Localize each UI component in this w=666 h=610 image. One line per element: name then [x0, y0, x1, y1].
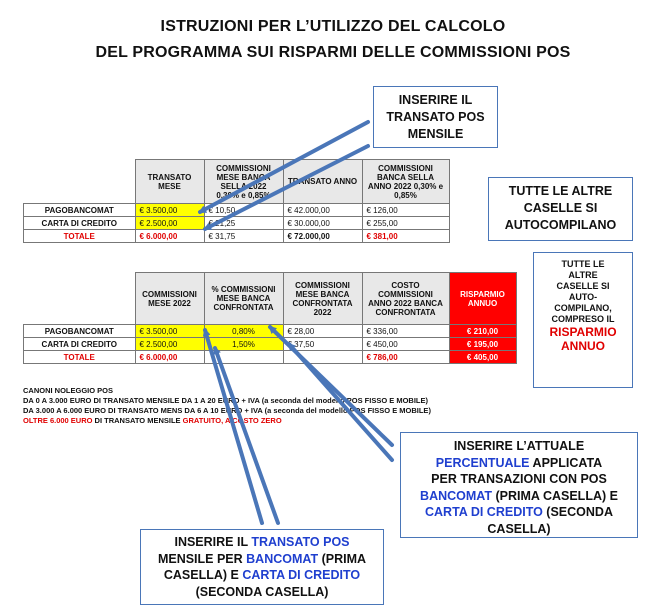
transato-carta-cell: € 2.500,00	[135, 338, 204, 351]
page-title-line-1: ISTRUZIONI PER L’UTILIZZO DEL CALCOLO	[160, 18, 506, 35]
table-cell: € 31,75	[204, 230, 283, 243]
row-label-pagobancomat: PAGOBANCOMAT	[24, 204, 136, 217]
transato-mese-bancomat-input[interactable]: € 3.500,00	[135, 204, 204, 217]
transato-mese-carta-input[interactable]: € 2.500,00	[135, 217, 204, 230]
total-cell: € 381,00	[362, 230, 449, 243]
table-cell: € 126,00	[362, 204, 449, 217]
table-cell: € 336,00	[362, 325, 449, 338]
percent-bancomat-input[interactable]: 0,80%	[204, 325, 283, 338]
risparmio-cell: € 210,00	[449, 325, 516, 338]
note-risparmio-annuo: TUTTE LE ALTRE CASELLE SI AUTO- COMPILANO, COMPRESO IL RISPARMIO ANNUO	[533, 252, 633, 388]
header-commissioni-mese-2022: COMMISSIONI MESE 2022	[135, 273, 204, 325]
arrow-to-carta-cell	[215, 348, 278, 523]
header-commissioni-mese: COMMISSIONI MESE BANCA SELLA 2022 0,30% e 0,85%	[204, 160, 283, 204]
table-cell: € 10,50	[204, 204, 283, 217]
table-cell: € 37,50	[283, 338, 362, 351]
header-commissioni-anno: COMMISSIONI BANCA SELLA ANNO 2022 0,30% e 0,85%	[362, 160, 449, 204]
table-cell: € 42.000,00	[283, 204, 362, 217]
total-cell: € 786,00	[362, 351, 449, 364]
canoni-line: OLTRE 6.000 EURO DI TRANSATO MENSILE GRATUITO, A COSTO ZERO	[23, 416, 282, 425]
table-cell: € 21,25	[204, 217, 283, 230]
total-cell: € 72.000,00	[283, 230, 362, 243]
table-cell: € 30.000,00	[283, 217, 362, 230]
header-risparmio-annuo: RISPARMIO ANNUO	[449, 273, 516, 325]
arrow-to-transato-bancomat	[200, 122, 368, 212]
canoni-line: DA 3.000 A 6.000 EURO DI TRANSATO MENS DA 6 A 10 EURO + IVA (a seconda del modello POS FISSO E MOBILE)	[23, 406, 431, 415]
table-cell: € 450,00	[362, 338, 449, 351]
table-cell: € 255,00	[362, 217, 449, 230]
header-costo-anno: COSTO COMMISSIONI ANNO 2022 BANCA CONFRONTATA	[362, 273, 449, 325]
table-cell: € 28,00	[283, 325, 362, 338]
arrow-to-percent-carta	[289, 344, 392, 460]
row-label-totale: TOTALE	[24, 351, 136, 364]
arrow-to-transato-carta	[205, 146, 368, 229]
header-percent-commissioni: % COMMISSIONI MESE BANCA CONFRONTATA	[204, 273, 283, 325]
total-cell: € 6.000,00	[135, 230, 204, 243]
note-inserire-transato-bancomat-carta: INSERIRE IL TRANSATO POS MENSILE PER BANCOMAT (PRIMA CASELLA) E CARTA DI CREDITO (SECONDA CASELLA)	[140, 529, 384, 605]
canoni-line: DA 0 A 3.000 EURO DI TRANSATO MENSILE DA 1 A 20 EURO + IVA (a seconda del modello POS FISSO E MOBILE)	[23, 396, 429, 405]
risparmio-cell: € 195,00	[449, 338, 516, 351]
transato-bancomat-cell: € 3.500,00	[135, 325, 204, 338]
note-autocompilano: TUTTE LE ALTRE CASELLE SI AUTOCOMPILANO	[488, 177, 633, 241]
risparmio-total-cell: € 405,00	[449, 351, 516, 364]
row-label-carta-di-credito: CARTA DI CREDITO	[24, 338, 136, 351]
arrow-to-bancomat-cell	[205, 330, 262, 523]
row-label-totale: TOTALE	[24, 230, 136, 243]
row-label-pagobancomat: PAGOBANCOMAT	[24, 325, 136, 338]
header-transato-mese: TRANSATO MESE	[135, 160, 204, 204]
header-transato-anno: TRANSATO ANNO	[283, 160, 362, 204]
total-cell: € 6.000,00	[135, 351, 204, 364]
page-title-line-2: DEL PROGRAMMA SUI RISPARMI DELLE COMMISSIONI POS	[95, 44, 571, 61]
note-inserire-transato: INSERIRE IL TRANSATO POS MENSILE	[373, 86, 498, 148]
note-inserire-percentuale: INSERIRE L’ATTUALE PERCENTUALE APPLICATA PER TRANSAZIONI CON POS BANCOMAT (PRIMA CASELLA) E CARTA DI CREDITO (SECONDA CASELLA)	[400, 432, 638, 538]
percent-carta-input[interactable]: 1,50%	[204, 338, 283, 351]
header-commissioni-confrontata: COMMISSIONI MESE BANCA CONFRONTATA 2022	[283, 273, 362, 325]
canoni-heading: CANONI NOLEGGIO POS	[23, 386, 114, 395]
row-label-carta-di-credito: CARTA DI CREDITO	[24, 217, 136, 230]
